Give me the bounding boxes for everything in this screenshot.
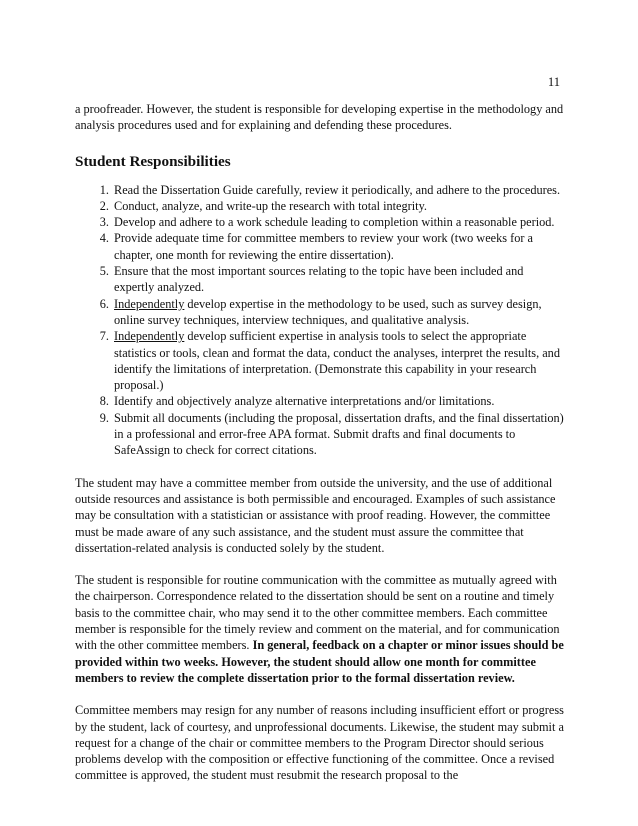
list-item — [112, 214, 565, 230]
list-item-text: Read the Dissertation Guide carefully, review it periodically, and adhere to the procedures. — [114, 182, 561, 197]
section-heading: Student Responsibilities — [75, 152, 231, 170]
page-number: 11 — [547, 75, 560, 89]
responsibilities-list — [75, 182, 565, 459]
page-content — [75, 101, 565, 800]
list-item-text: develop expertise in the methodology to be used, such as survey design, online survey techniques, interview techniques, and qualitative analysis. — [114, 296, 542, 327]
communication-paragraph — [75, 572, 565, 686]
list-item — [112, 393, 565, 409]
list-item — [112, 198, 565, 214]
list-item — [112, 328, 565, 393]
list-item-text: Provide adequate time for committee members to review your work (two weeks for a chapter, one month for reviewing the entire dissertation). — [114, 231, 533, 262]
communication-text: The student is responsible for routine communication with the committee as mutually agreed with the chairperson. Correspondence related to the dissertation should be sent on a routine and timely basis to the committee chair, who may send it to the other committee members. Each committee member is responsible for the timely review and comment on the material, and for communication with the other committee members. — [75, 573, 560, 653]
list-item — [112, 230, 565, 263]
committee-member-paragraph: The student may have a committee member from outside the university, and the use of additional outside resources and assistance is both permissible and encouraged. Examples of such assistance may be consultation with a statistician or assistance with proof reading. However, the committee must be made aware of any such assistance, and the student must assure the committee that dissertation-related analysis is conducted solely by the student. — [75, 475, 556, 555]
list-item-text: develop sufficient expertise in analysis tools to select the appropriate statistics or tools, clean and format the data, conduct the analyses, interpret the results, and identify the limitations of interpretation. (Demonstrate this capability in your research proposal.) — [114, 329, 560, 393]
list-item — [112, 296, 565, 329]
underlined-emphasis: Independently — [114, 329, 185, 344]
list-item — [112, 263, 565, 296]
list-item-text: Identify and objectively analyze alternative interpretations and/or limitations. — [114, 394, 495, 409]
list-item-text: Conduct, analyze, and write-up the research with total integrity. — [114, 198, 428, 213]
list-item-text: Ensure that the most important sources relating to the topic have been included and expertly analyzed. — [114, 264, 524, 295]
list-item-text: Develop and adhere to a work schedule leading to completion within a reasonable period. — [114, 215, 555, 230]
list-item — [112, 410, 565, 459]
resign-paragraph: Committee members may resign for any number of reasons including insufficient effort or progress by the student, lack of courtesy, and unprofessional documents. Likewise, the student may submit a request for a change of the chair or committee members to the Program Director should serious problems develop with the composition or effective functioning of the committee. Once a revised committee is approved, the student must resubmit the research proposal to the — [75, 703, 564, 783]
communication-bold-text: In general, feedback on a chapter or minor issues should be provided within two weeks. However, the student should allow one month for committee members to review the complete dissertation prior to the formal dissertation review. — [75, 638, 564, 685]
list-item — [112, 182, 565, 198]
intro-paragraph: a proofreader. However, the student is responsible for developing expertise in the methodology and analysis procedures used and for explaining and defending these procedures. — [75, 102, 564, 133]
underlined-emphasis: Independently — [114, 296, 185, 311]
list-item-text: Submit all documents (including the proposal, dissertation drafts, and the final dissertation) in a professional and error-free APA format. Submit drafts and final documents to SafeAssign to check for correct citations. — [114, 410, 564, 458]
